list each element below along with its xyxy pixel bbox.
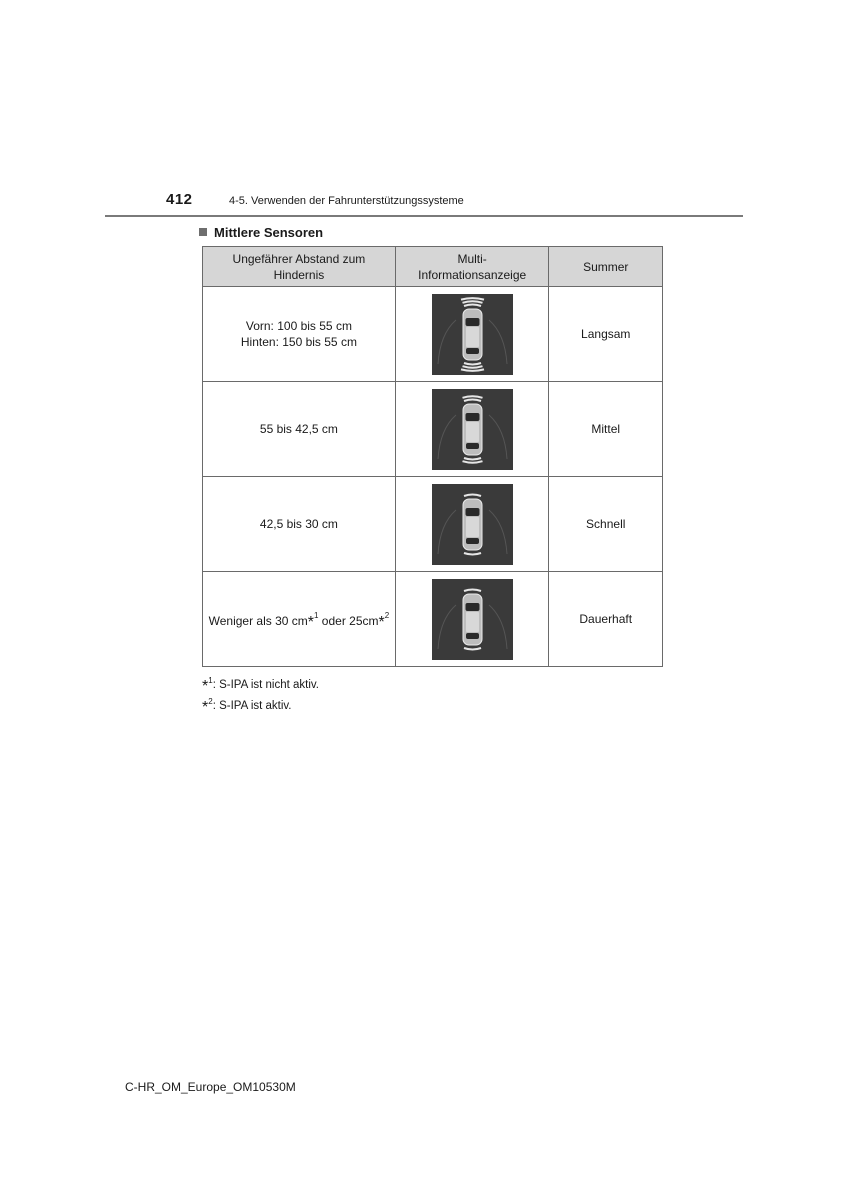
footnote-mark: * xyxy=(307,613,315,631)
car-windshield xyxy=(465,413,479,421)
display-cell xyxy=(395,382,549,477)
distance-rear: Hinten: 150 bis 55 cm xyxy=(240,335,357,349)
buzzer-cell: Dauerhaft xyxy=(549,572,663,667)
display-cell xyxy=(395,572,549,667)
car-roof xyxy=(466,612,479,632)
distance-cell: 55 bis 42,5 cm xyxy=(203,382,396,477)
distance-cell xyxy=(203,287,396,382)
footnote-mark: * xyxy=(202,699,209,716)
table-header-row xyxy=(203,247,663,287)
display-cell xyxy=(395,477,549,572)
car-rear-window xyxy=(466,538,479,544)
footnote-number: 1 xyxy=(208,676,213,685)
car-windshield xyxy=(465,603,479,611)
subheading-text: Mittlere Sensoren xyxy=(214,225,324,240)
car-roof xyxy=(466,517,479,537)
header-display xyxy=(395,247,549,287)
footnote-mark: * xyxy=(202,678,209,695)
car-rear-window xyxy=(466,633,479,639)
distance-front: Vorn: 100 bis 55 cm xyxy=(245,319,352,333)
header-display-line1: Multi- xyxy=(457,251,487,266)
multi-info-display-image xyxy=(432,294,513,375)
table-row xyxy=(203,477,663,572)
car-roof xyxy=(466,327,479,347)
buzzer-cell: Schnell xyxy=(549,477,663,572)
footnote-number: 2 xyxy=(208,697,213,706)
footnote-number: 1 xyxy=(314,610,319,620)
header-buzzer: Summer xyxy=(549,247,663,287)
header-distance-line1: Ungefährer Abstand zum xyxy=(232,251,366,266)
footnote-mark: * xyxy=(378,613,385,631)
footnotes xyxy=(202,670,319,716)
multi-info-display-image xyxy=(432,579,513,660)
multi-info-display-image xyxy=(432,484,513,565)
header-display-line2: Informationsanzeige xyxy=(418,267,527,282)
footnote-item xyxy=(202,670,319,695)
header-distance-line2: Hindernis xyxy=(273,267,325,282)
header-divider xyxy=(105,215,743,217)
footnote-text: : S-IPA ist aktiv. xyxy=(212,700,292,712)
footnote-number: 2 xyxy=(384,610,390,620)
distance-text-part2: oder 25cm xyxy=(318,613,379,628)
multi-info-display-image xyxy=(432,389,513,470)
footnote-item xyxy=(202,691,319,716)
buzzer-cell: Langsam xyxy=(549,287,663,382)
car-rear-window xyxy=(466,443,479,449)
section-title: 4-5. Verwenden der Fahrunterstützungssysteme xyxy=(229,195,464,207)
car-windshield xyxy=(465,318,479,326)
header-distance xyxy=(203,247,396,287)
distance-text-part1: Weniger als 30 cm xyxy=(208,613,308,628)
document-id: C-HR_OM_Europe_OM10530M xyxy=(125,1080,296,1094)
car-roof xyxy=(466,422,479,442)
display-cell xyxy=(395,287,549,382)
square-bullet-icon xyxy=(199,228,207,236)
car-rear-window xyxy=(466,348,479,354)
table-row xyxy=(203,382,663,477)
distance-cell: 42,5 bis 30 cm xyxy=(203,477,396,572)
table-row xyxy=(203,572,663,667)
page-number: 412 xyxy=(166,191,193,208)
car-windshield xyxy=(465,508,479,516)
subheading xyxy=(199,225,323,240)
table-row xyxy=(203,287,663,382)
sensor-distance-table xyxy=(202,246,663,667)
footnote-text: : S-IPA ist nicht aktiv. xyxy=(212,679,319,691)
buzzer-cell: Mittel xyxy=(549,382,663,477)
distance-cell xyxy=(203,572,396,667)
